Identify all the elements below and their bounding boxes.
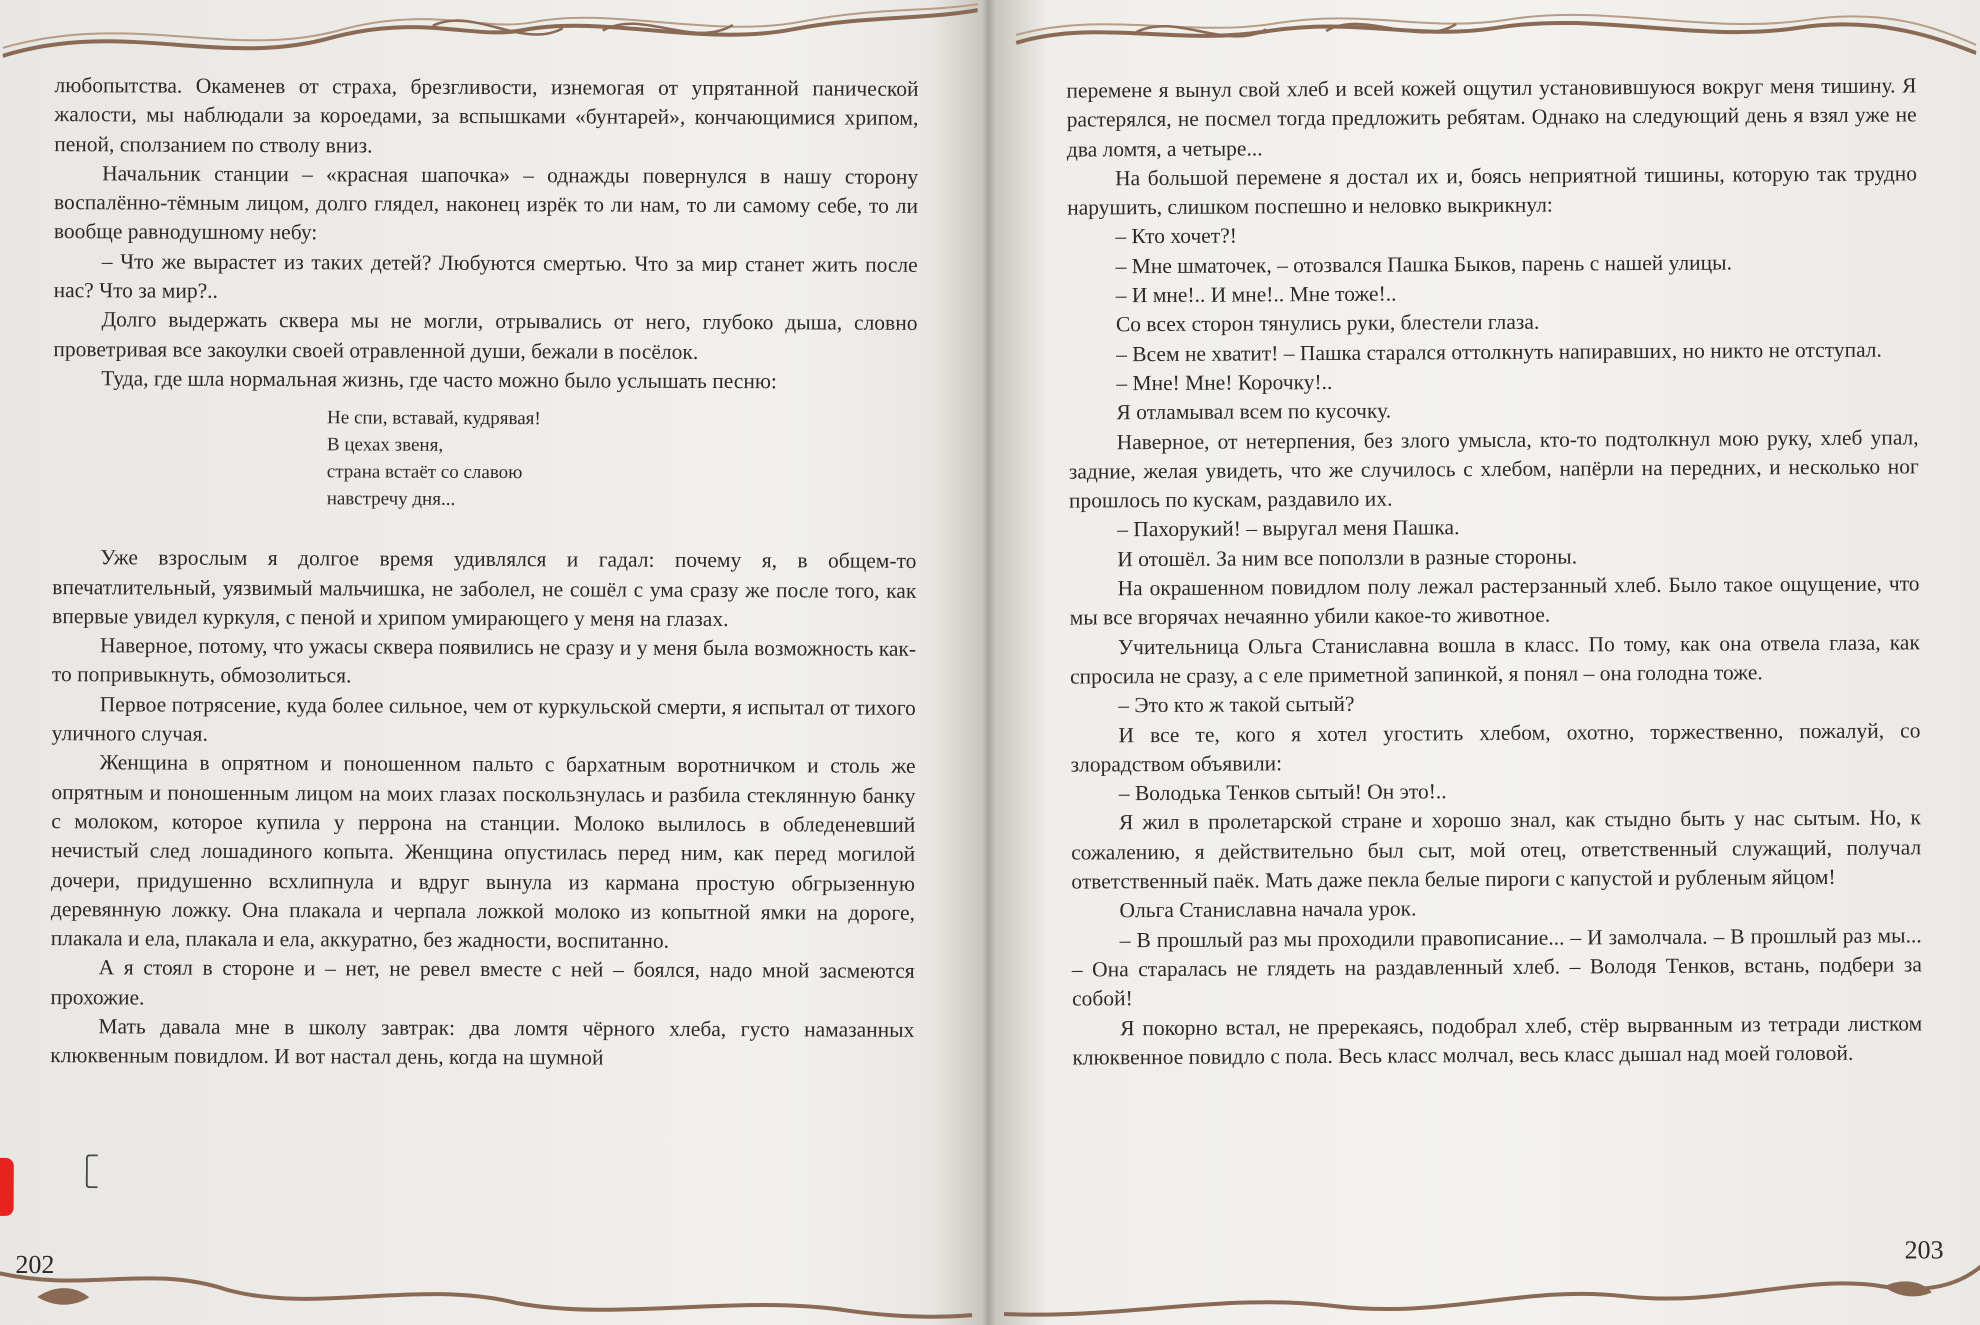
paragraph: – Мне шматочек, – отозвался Пашка Быков, парень с нашей улицы. — [1115, 250, 1733, 279]
poem-line: страна встаёт со славою — [326, 461, 523, 484]
paragraph: Ольга Станиславна начала урок. — [1119, 896, 1417, 923]
top-ornament-left — [3, 0, 978, 82]
page-number-left: 202 — [15, 1249, 55, 1280]
paragraph: Уже взрослым я долгое время удивлялся и гадал: почему я, в общем-то впечатлительный, уязвимый мальчишка, не заболел, не сошёл с ума сразу же после того, как впервые увидел куркуля, с пеной и хрипом умирающего у меня на глазах. — [52, 545, 917, 631]
paragraph: – И мне!.. И мне!.. Мне тоже!.. — [1115, 281, 1397, 308]
paragraph: – Мне! Мне! Корочку!.. — [1116, 369, 1333, 396]
left-paragraphs-after-poem — [50, 543, 916, 1074]
paragraph: И отошёл. За ним все поползли в разные стороны. — [1117, 544, 1578, 572]
paragraph: – Что же вырастет из таких детей? Любуются смертью. Что за мир станет жить после нас? Что за мир?.. — [53, 249, 918, 303]
paragraph: перемене я вынул свой хлеб и всей кожей ощутил установившуюся вокруг меня тишину. Я растерялся, не посмел тогда предложить ребятам. Однако на следующий день я взял уже не два ломтя, а четыре... — [1066, 73, 1917, 162]
paragraph: Женщина в опрятном и поношенном пальто с бархатным воротничком и столь же опрятным и поношенным лицом на моих глазах поскользнулась и разбила стеклянную банку с молоком, которое купила у перрона на станции. Молоко вылилось в обледеневший нечистый след лошадиного копыта. Женщина опустилась перед ним, как перед могилой дочери, придушенно всхлипнула и вдруг вынула из кармана простую обгрызенную деревянную ложку. Она плакала и черпала ложкой молоко из копытной ямки на дороге, плакала и ела, плакала и ела, аккуратно, без жадности, воспитанно. — [50, 750, 916, 953]
paragraph: Наверное, от нетерпения, без злого умысла, кто-то подтолкнул мою руку, хлеб упал, задние, желая увидеть, что же случилось с хлебом, напёрли на передних, и несколько ног прошлось по кускам, раздавило их. — [1068, 424, 1919, 513]
paragraph: – Володька Тенков сытый! Он это!.. — [1118, 779, 1447, 806]
right-page-text — [1066, 71, 1922, 1072]
paragraph: Я отламывал всем по кусочку. — [1116, 398, 1392, 425]
paragraph: – Это кто ж такой сытый? — [1118, 692, 1355, 718]
left-paragraphs-before-poem — [53, 71, 918, 397]
paragraph: Я жил в пролетарской стране и хорошо знал, как стыдно быть у нас сытым. Но, к сожалению, я действительно был сыт, мой отец, ответственный служащий, получал ответственный паёк. Мать даже пекла белые пироги с капустой и рубленым яйцом! — [1071, 805, 1922, 894]
paragraph: На большой перемене я достал их и, боясь неприятной тишины, которую так трудно нарушить, слишком поспешно и неловко выкрикнул: — [1067, 161, 1918, 220]
paragraph: – Кто хочет?! — [1115, 224, 1237, 249]
paragraph: – Всем не хватит! – Пашка старался оттолкнуть напиравших, но никто не отступал. — [1116, 337, 1882, 366]
song-verse — [327, 405, 917, 516]
pencil-bracket-mark — [86, 1154, 98, 1188]
paragraph: На окрашенном повидлом полу лежал растерзанный хлеб. Было такое ощущение, что мы все вгорячах нечаянно убили какое-то животное. — [1069, 571, 1920, 630]
paragraph: Учительница Ольга Станиславна вошла в класс. По тому, как она отвела глаза, как спросила не сразу, а с еле приметной запинкой, я понял – она голодна тоже. — [1070, 630, 1920, 689]
paragraph: Мать давала мне в школу завтрак: два ломтя чёрного хлеба, густо намазанных клюквенным повидлом. И вот настал день, когда на шумной — [50, 1014, 915, 1070]
page-number-right: 203 — [1904, 1235, 1944, 1265]
bottom-ornament-right — [1004, 1242, 1980, 1325]
paragraph: – В прошлый раз мы проходили правописание... – И замолчала. – В прошлый раз мы... – Она старалась не глядеть на раздавленный хлеб. – Володя Тенков, встань, подбери за собой! — [1071, 922, 1922, 1011]
poem-line: Не спи, вставай, кудрявая! — [327, 407, 541, 430]
paragraph: Туда, где шла нормальная жизнь, где часто можно было услышать песню: — [101, 366, 777, 394]
paragraph: Начальник станции – «красная шапочка» – однажды повернулся в нашу сторону воспалённо-тёмным лицом, долго глядел, наконец изрёк то ли нам, то ли самому себе, то ли вообще равнодушному небу: — [53, 161, 919, 245]
right-paragraphs — [1066, 71, 1922, 1072]
paragraph: А я стоял в стороне и – нет, не ревел вместе с ней – боялся, надо мной засмеются прохожие. — [50, 955, 915, 1010]
paragraph: – Пахорукий! – выругал меня Пашка. — [1117, 515, 1460, 542]
paragraph: любопытства. Окаменев от страха, брезгливости, изнемогая от упрятанной панической жалости, мы наблюдали за короедами, за вспышками «бунтарей», кончающимися хрипом, пеной, сползанием по стволу вниз. — [54, 73, 919, 158]
red-bookmark-tab — [0, 1158, 14, 1216]
right-page — [996, 0, 1980, 1325]
paragraph: Наверное, потому, что ужасы сквера появились не сразу и у меня была возможность как-то попривыкнуть, обмозолиться. — [51, 633, 917, 688]
poem-line: В цехах звеня, — [326, 434, 444, 457]
top-ornament-right — [996, 0, 1976, 83]
bottom-ornament-left — [0, 1243, 972, 1325]
paragraph: И все те, кого я хотел угостить хлебом, охотно, торжественно, пожалуй, со злорадством объявили: — [1070, 717, 1921, 777]
paragraph: Первое потрясение, куда более сильное, чем от куркульской смерти, я испытал от тихого уличного случая. — [51, 692, 916, 746]
poem-line: навстречу дня... — [326, 488, 456, 511]
left-page-text — [50, 71, 918, 1074]
left-page — [0, 0, 978, 1325]
paragraph: Долго выдержать сквера мы не могли, отрывались от него, глубоко дыша, словно проветривая все закоулки своей отравленной души, бежали в посёлок. — [53, 307, 918, 364]
paragraph: Я покорно встал, не пререкаясь, подобрал хлеб, стёр вырванным из тетради листком клюквенное повидло с пола. Весь класс молчал, весь класс дышал над моей головой. — [1072, 1010, 1923, 1070]
paragraph: Со всех сторон тянулись руки, блестели глаза. — [1115, 310, 1540, 337]
